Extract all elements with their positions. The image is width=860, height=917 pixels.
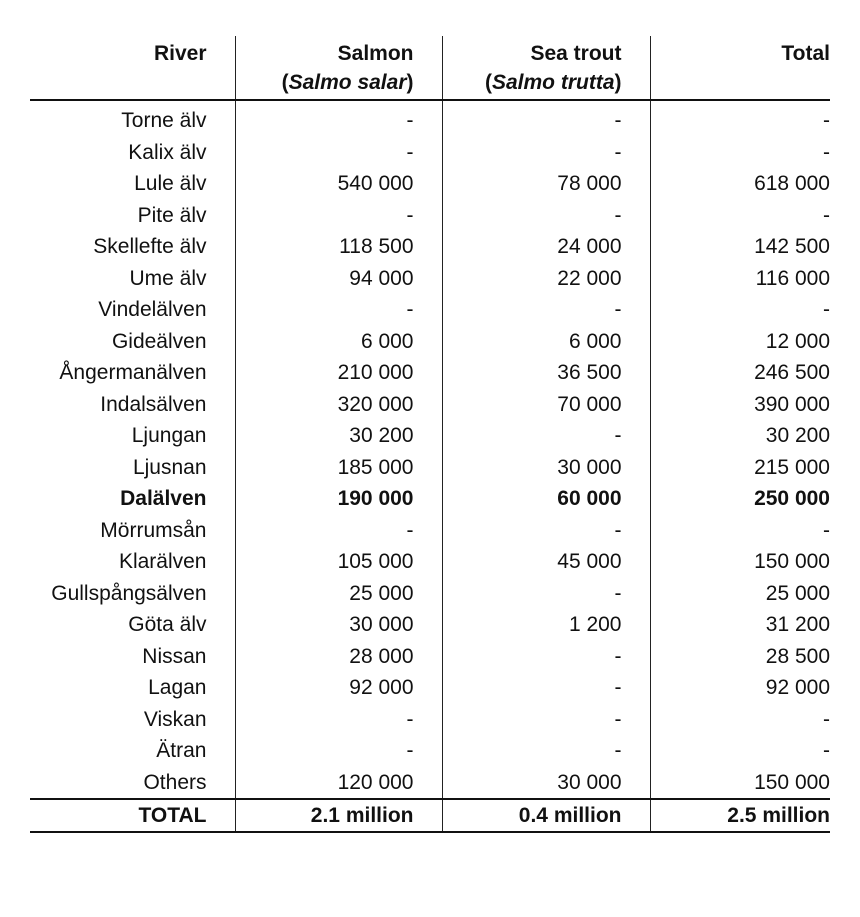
cell-trout: 1 200 (442, 609, 650, 641)
header-trout-name: Sea trout (530, 42, 622, 65)
cell-river: Kalix älv (30, 137, 235, 169)
table-row (30, 357, 830, 389)
table-row (30, 735, 830, 767)
cell-total: 25 000 (765, 581, 830, 605)
cell-river: Gideälven (30, 326, 235, 358)
cell-river: Ätran (30, 735, 235, 767)
cell-salmon: - (235, 735, 442, 767)
cell-salmon: 540 000 (235, 168, 442, 200)
cell-salmon: 320 000 (235, 389, 442, 421)
cell-salmon: 190 000 (235, 483, 442, 515)
cell-river: Mörrumsån (30, 515, 235, 547)
table-row (30, 515, 830, 547)
cell-river: Ljusnan (30, 452, 235, 484)
total-row-river: TOTAL (30, 799, 235, 832)
cell-river: Others (30, 767, 235, 800)
cell-river: Torne älv (30, 100, 235, 137)
cell-river: Indalsälven (30, 389, 235, 421)
cell-salmon: - (235, 704, 442, 736)
cell-total: 246 500 (754, 361, 830, 384)
table-row (30, 641, 830, 673)
cell-total: 250 000 (754, 487, 830, 510)
cell-trout: 60 000 (442, 483, 650, 515)
cell-trout: 70 000 (442, 389, 650, 421)
cell-river: Lule älv (30, 168, 235, 200)
cell-river: Ångermanälven (30, 357, 235, 389)
cell-trout: - (442, 100, 650, 137)
cell-salmon: - (235, 100, 442, 137)
cell-trout: 30 000 (442, 452, 650, 484)
cell-trout: 30 000 (442, 767, 650, 800)
table-row (30, 420, 830, 452)
total-row-trout: 0.4 million (442, 799, 650, 832)
cell-river: Skellefte älv (30, 231, 235, 263)
cell-trout: - (442, 578, 650, 610)
table-footer (30, 799, 830, 832)
cell-total: - (823, 518, 830, 542)
cell-trout: 45 000 (442, 546, 650, 578)
cell-trout: - (442, 735, 650, 767)
header-trout (442, 36, 650, 100)
cell-total: - (823, 739, 830, 762)
total-row-total: 2.5 million (650, 799, 830, 832)
cell-total: 618 000 (754, 172, 830, 195)
table-body (30, 100, 830, 799)
table-row (30, 578, 830, 610)
cell-trout: - (442, 641, 650, 673)
cell-total: 150 000 (754, 550, 830, 573)
header-river (30, 36, 235, 100)
cell-river: Nissan (30, 641, 235, 673)
cell-trout: 36 500 (442, 357, 650, 389)
header-row (30, 36, 830, 100)
cell-salmon: 25 000 (235, 578, 442, 610)
cell-trout: 22 000 (442, 263, 650, 295)
stocking-table (30, 36, 830, 833)
cell-total: 150 000 (754, 770, 830, 794)
cell-salmon: 105 000 (235, 546, 442, 578)
cell-salmon: - (235, 294, 442, 326)
cell-river: Gullspångsälven (30, 578, 235, 610)
cell-total: 12 000 (765, 329, 830, 353)
cell-trout: - (442, 420, 650, 452)
header-salmon-name: Salmon (337, 42, 414, 65)
table-row (30, 294, 830, 326)
cell-total: - (823, 707, 830, 731)
cell-river: Ljungan (30, 420, 235, 452)
header-trout-close-paren: ) (614, 71, 622, 94)
cell-salmon: 92 000 (235, 672, 442, 704)
table-row (30, 609, 830, 641)
table-row (30, 483, 830, 515)
cell-total: 31 200 (765, 613, 830, 636)
cell-salmon: 30 000 (235, 609, 442, 641)
table-row (30, 326, 830, 358)
header-salmon-close-paren: ) (406, 71, 414, 94)
cell-salmon: 118 500 (235, 231, 442, 263)
cell-trout: - (442, 704, 650, 736)
cell-trout: - (442, 200, 650, 232)
cell-total: 30 200 (765, 424, 830, 447)
cell-river: Vindelälven (30, 294, 235, 326)
cell-river: Pite älv (30, 200, 235, 232)
cell-river: Ume älv (30, 263, 235, 295)
total-row (30, 799, 830, 832)
cell-total: - (823, 109, 830, 132)
cell-river: Dalälven (30, 483, 235, 515)
cell-salmon: 94 000 (235, 263, 442, 295)
cell-salmon: 6 000 (235, 326, 442, 358)
stocking-table-container (30, 36, 830, 833)
cell-total: 215 000 (754, 455, 830, 479)
table-header (30, 36, 830, 100)
cell-total: 28 500 (765, 644, 830, 668)
cell-salmon: - (235, 515, 442, 547)
header-total-label: Total (781, 42, 830, 65)
cell-total: 142 500 (754, 235, 830, 258)
cell-salmon: 210 000 (235, 357, 442, 389)
header-trout-open-paren: ( (484, 71, 492, 94)
table-row (30, 200, 830, 232)
cell-salmon: 120 000 (235, 767, 442, 800)
cell-salmon: - (235, 200, 442, 232)
cell-total: 390 000 (754, 392, 830, 416)
header-salmon-latin: Salmo salar (288, 71, 407, 94)
table-row (30, 231, 830, 263)
table-row (30, 168, 830, 200)
cell-total: - (823, 140, 830, 164)
table-row (30, 100, 830, 137)
header-salmon (235, 36, 442, 100)
total-row-salmon: 2.1 million (235, 799, 442, 832)
cell-trout: 78 000 (442, 168, 650, 200)
cell-salmon: 185 000 (235, 452, 442, 484)
cell-trout: - (442, 137, 650, 169)
cell-trout: - (442, 294, 650, 326)
table-row (30, 137, 830, 169)
cell-total: 92 000 (765, 676, 830, 699)
cell-river: Lagan (30, 672, 235, 704)
table-row (30, 546, 830, 578)
table-row (30, 389, 830, 421)
header-trout-latin: Salmo trutta (491, 71, 615, 94)
cell-total: - (823, 203, 830, 227)
cell-salmon: - (235, 137, 442, 169)
cell-salmon: 28 000 (235, 641, 442, 673)
cell-trout: - (442, 515, 650, 547)
cell-salmon: 30 200 (235, 420, 442, 452)
header-salmon-open-paren: ( (281, 71, 289, 94)
cell-trout: - (442, 672, 650, 704)
table-row (30, 767, 830, 800)
cell-trout: 24 000 (442, 231, 650, 263)
header-total (650, 36, 830, 100)
table-row (30, 704, 830, 736)
cell-river: Klarälven (30, 546, 235, 578)
cell-trout: 6 000 (442, 326, 650, 358)
header-river-label: River (153, 42, 207, 65)
cell-total: 116 000 (755, 266, 830, 290)
table-row (30, 452, 830, 484)
cell-total: - (823, 298, 830, 321)
table-row (30, 263, 830, 295)
cell-river: Göta älv (30, 609, 235, 641)
table-row (30, 672, 830, 704)
cell-river: Viskan (30, 704, 235, 736)
